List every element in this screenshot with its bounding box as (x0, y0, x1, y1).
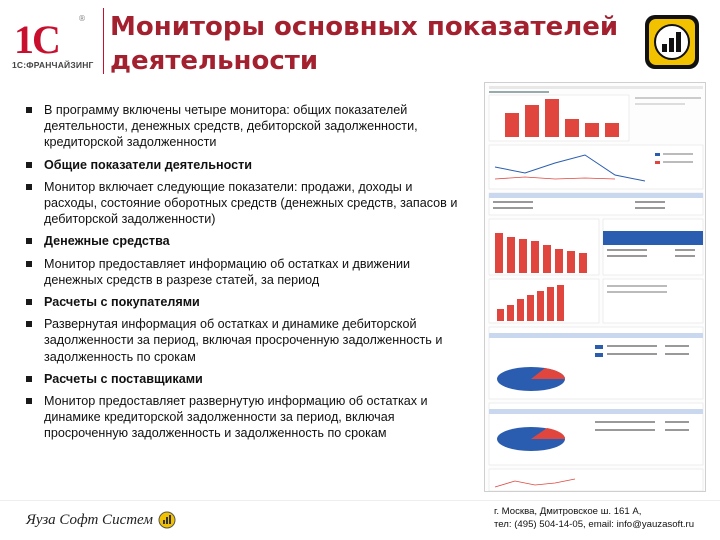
brand-logo-icon (158, 511, 176, 529)
bullet-heading-general: Общие показатели деятельности (26, 157, 466, 173)
logo-subtitle: 1С:ФРАНЧАЙЗИНГ (12, 60, 94, 70)
header-divider (103, 8, 104, 74)
bullet-general-desc: Монитор включает следующие показатели: продажи, доходы и расходы, состояние оборотных средств (денежных средств, запасов и дебиторской задолженности) (26, 179, 466, 228)
bullet-customers-desc: Развернутая информация об остатках и динамике дебиторской задолженности за период, включая просроченную задолженность и задолженность по срокам (26, 316, 466, 365)
logo-registered-mark: ® (78, 14, 86, 23)
contact-address: г. Москва, Дмитровское ш. 161 А, (494, 506, 642, 517)
bullet-suppliers-desc: Монитор предоставляет развернутую информацию об остатках и динамике кредиторской задолженности за период, включая просроченную задолженность и задолженность по срокам (26, 393, 466, 442)
bullet-heading-customers: Расчеты с покупателями (26, 294, 466, 310)
title-line-1: Мониторы основных показателей (110, 12, 619, 42)
title-line-2: деятельности (110, 46, 319, 76)
franchise-logo (12, 10, 107, 74)
bullet-cash-desc: Монитор предоставляет информацию об остатках и движении денежных средств в разрезе статей, за период (26, 256, 466, 288)
footer-rule (0, 500, 720, 501)
monitor-chart-icon (644, 14, 700, 70)
page-title (110, 10, 630, 78)
monitors-screenshot-graphic (485, 83, 706, 492)
logo-main-text: 1С (14, 17, 59, 62)
contact-phone-email: тел: (495) 504-14-05, email: info@yauzasoft.ru (494, 519, 695, 530)
bullet-intro: В программу включены четыре монитора: общих показателей деятельности, денежных средств, дебиторской задолженности, кредиторской задолженности (26, 102, 466, 151)
footer-brand: Яуза Софт Систем (26, 512, 153, 528)
feature-list (26, 102, 466, 448)
bullet-heading-cash: Денежные средства (26, 233, 466, 249)
monitors-screenshot (484, 82, 706, 492)
bullet-heading-suppliers: Расчеты с поставщиками (26, 371, 466, 387)
contact-info (494, 505, 718, 531)
